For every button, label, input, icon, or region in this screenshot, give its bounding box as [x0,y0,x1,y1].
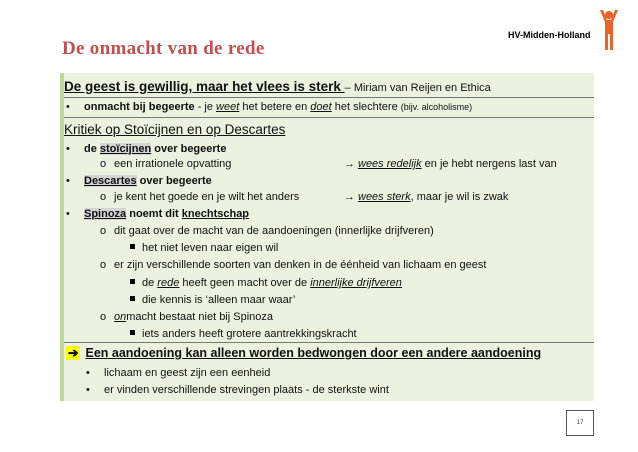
sub-sub-item-1a [130,241,278,255]
item-name: stoïcijnen [99,143,152,155]
arrow-right-icon: → [344,158,355,170]
sub-sub-item-2a [130,276,402,290]
item-text: de [84,143,100,155]
item-text: noemt dit [126,208,182,220]
square-bullet-icon [130,244,135,249]
item-bold-label: onmacht bij begeerte [84,101,195,113]
sub-item-descartes-conclusion [344,190,508,204]
conclusion-item-text: lichaam en geest zijn een eenheid [104,367,271,379]
item-emphasis: doet [310,101,332,113]
arrow-right-icon: ➔ [68,346,79,360]
sub-sub-item-text: die kennis is ‘alleen maar waar’ [142,294,296,306]
circle-bullet-icon: o [100,225,107,237]
sub-item-stoics [100,157,231,171]
sub-item-spinoza-2 [100,258,486,272]
item-name: Descartes [84,175,137,187]
heading-quote-main: De geest is gewillig, maar het vlees is sterk [64,79,345,94]
brand-name: HV-Midden-Holland [508,30,591,40]
heading-quote [64,78,491,95]
emphasis-text: rede [157,277,180,289]
arrow-right-icon: → [344,191,355,203]
bullet-icon: • [66,175,70,187]
person-figure-logo-icon [596,8,622,52]
circle-bullet-icon: o [100,158,107,170]
list-item-stoics [66,142,226,156]
conclusion-text: Een aandoening kan alleen worden bedwongen door een andere aandoening [85,346,542,360]
sub-item-spinoza-3 [100,310,273,324]
sub-item-spinoza-1 [100,224,434,238]
sub-sub-item-text: het niet leven naar eigen wil [142,242,279,254]
sub-item-text: je kent het goede en je wilt het anders [114,191,300,203]
item-note: (bijv. alcoholisme) [400,102,473,112]
heading-byline: – Miriam van Reijen en Ethica [344,82,491,94]
square-bullet-icon [130,279,135,284]
sub-sub-item-text: de [142,277,158,289]
conclusion-item-text: er vinden verschillende strevingen plaats - de sterkste wint [104,384,389,396]
sub-item-stoics-conclusion [344,157,557,171]
item-emphasis: weet [216,101,240,113]
item-text: het slechtere [331,101,401,113]
sub-item-text: en je hebt nergens last van [421,158,557,170]
divider [64,117,594,118]
conclusion-item-1 [86,366,270,380]
section-heading-text: Kritiek op Stoïcijnen en op Descartes [64,122,286,137]
square-bullet-icon [130,296,135,301]
item-name: Spinoza [84,208,127,220]
sub-item-descartes [100,190,299,204]
emphasis-text: on [114,311,127,323]
emphasis-text: wees sterk [358,191,411,203]
bullet-icon: • [66,101,70,113]
list-item-descartes [66,174,212,188]
sub-sub-item-3a [130,327,357,341]
list-item-onmacht [66,100,472,114]
item-text: - je [194,101,217,113]
sub-sub-item-text: heeft geen macht over de [179,277,311,289]
sub-sub-item-text: iets anders heeft grotere aantrekkingskracht [142,328,357,340]
conclusion-item-2 [86,383,389,397]
emphasis-text: innerlijke drijfveren [310,277,402,289]
bullet-icon: • [86,384,90,396]
circle-bullet-icon: o [100,191,107,203]
circle-bullet-icon: o [100,311,107,323]
bullet-icon: • [66,208,70,220]
item-text: over begeerte [136,175,212,187]
bullet-icon: • [66,143,70,155]
sub-item-text: er zijn verschillende soorten van denken in de éénheid van lichaam en geest [114,259,487,271]
sub-item-text: dit gaat over de macht van de aandoeningen (innerlijke drijfveren) [114,225,434,237]
item-text: het betere en [239,101,311,113]
bullet-icon: • [86,367,90,379]
sub-sub-item-2b [130,293,295,307]
sub-item-text: macht bestaat niet bij Spinoza [126,311,274,323]
circle-bullet-icon: o [100,259,107,271]
divider [64,97,594,98]
item-term: knechtschap [181,208,250,220]
divider [64,342,594,343]
sub-item-text: een irrationele opvatting [114,158,232,170]
square-bullet-icon [130,330,135,335]
emphasis-text: wees redelijk [358,158,422,170]
page-title: De onmacht van de rede [62,38,265,59]
list-item-spinoza [66,207,249,221]
page-number: 17 [566,410,594,436]
conclusion-heading [66,345,541,362]
section-heading [64,121,285,138]
item-text: over begeerte [151,143,227,155]
sub-item-text: , maar je wil is zwak [410,191,509,203]
